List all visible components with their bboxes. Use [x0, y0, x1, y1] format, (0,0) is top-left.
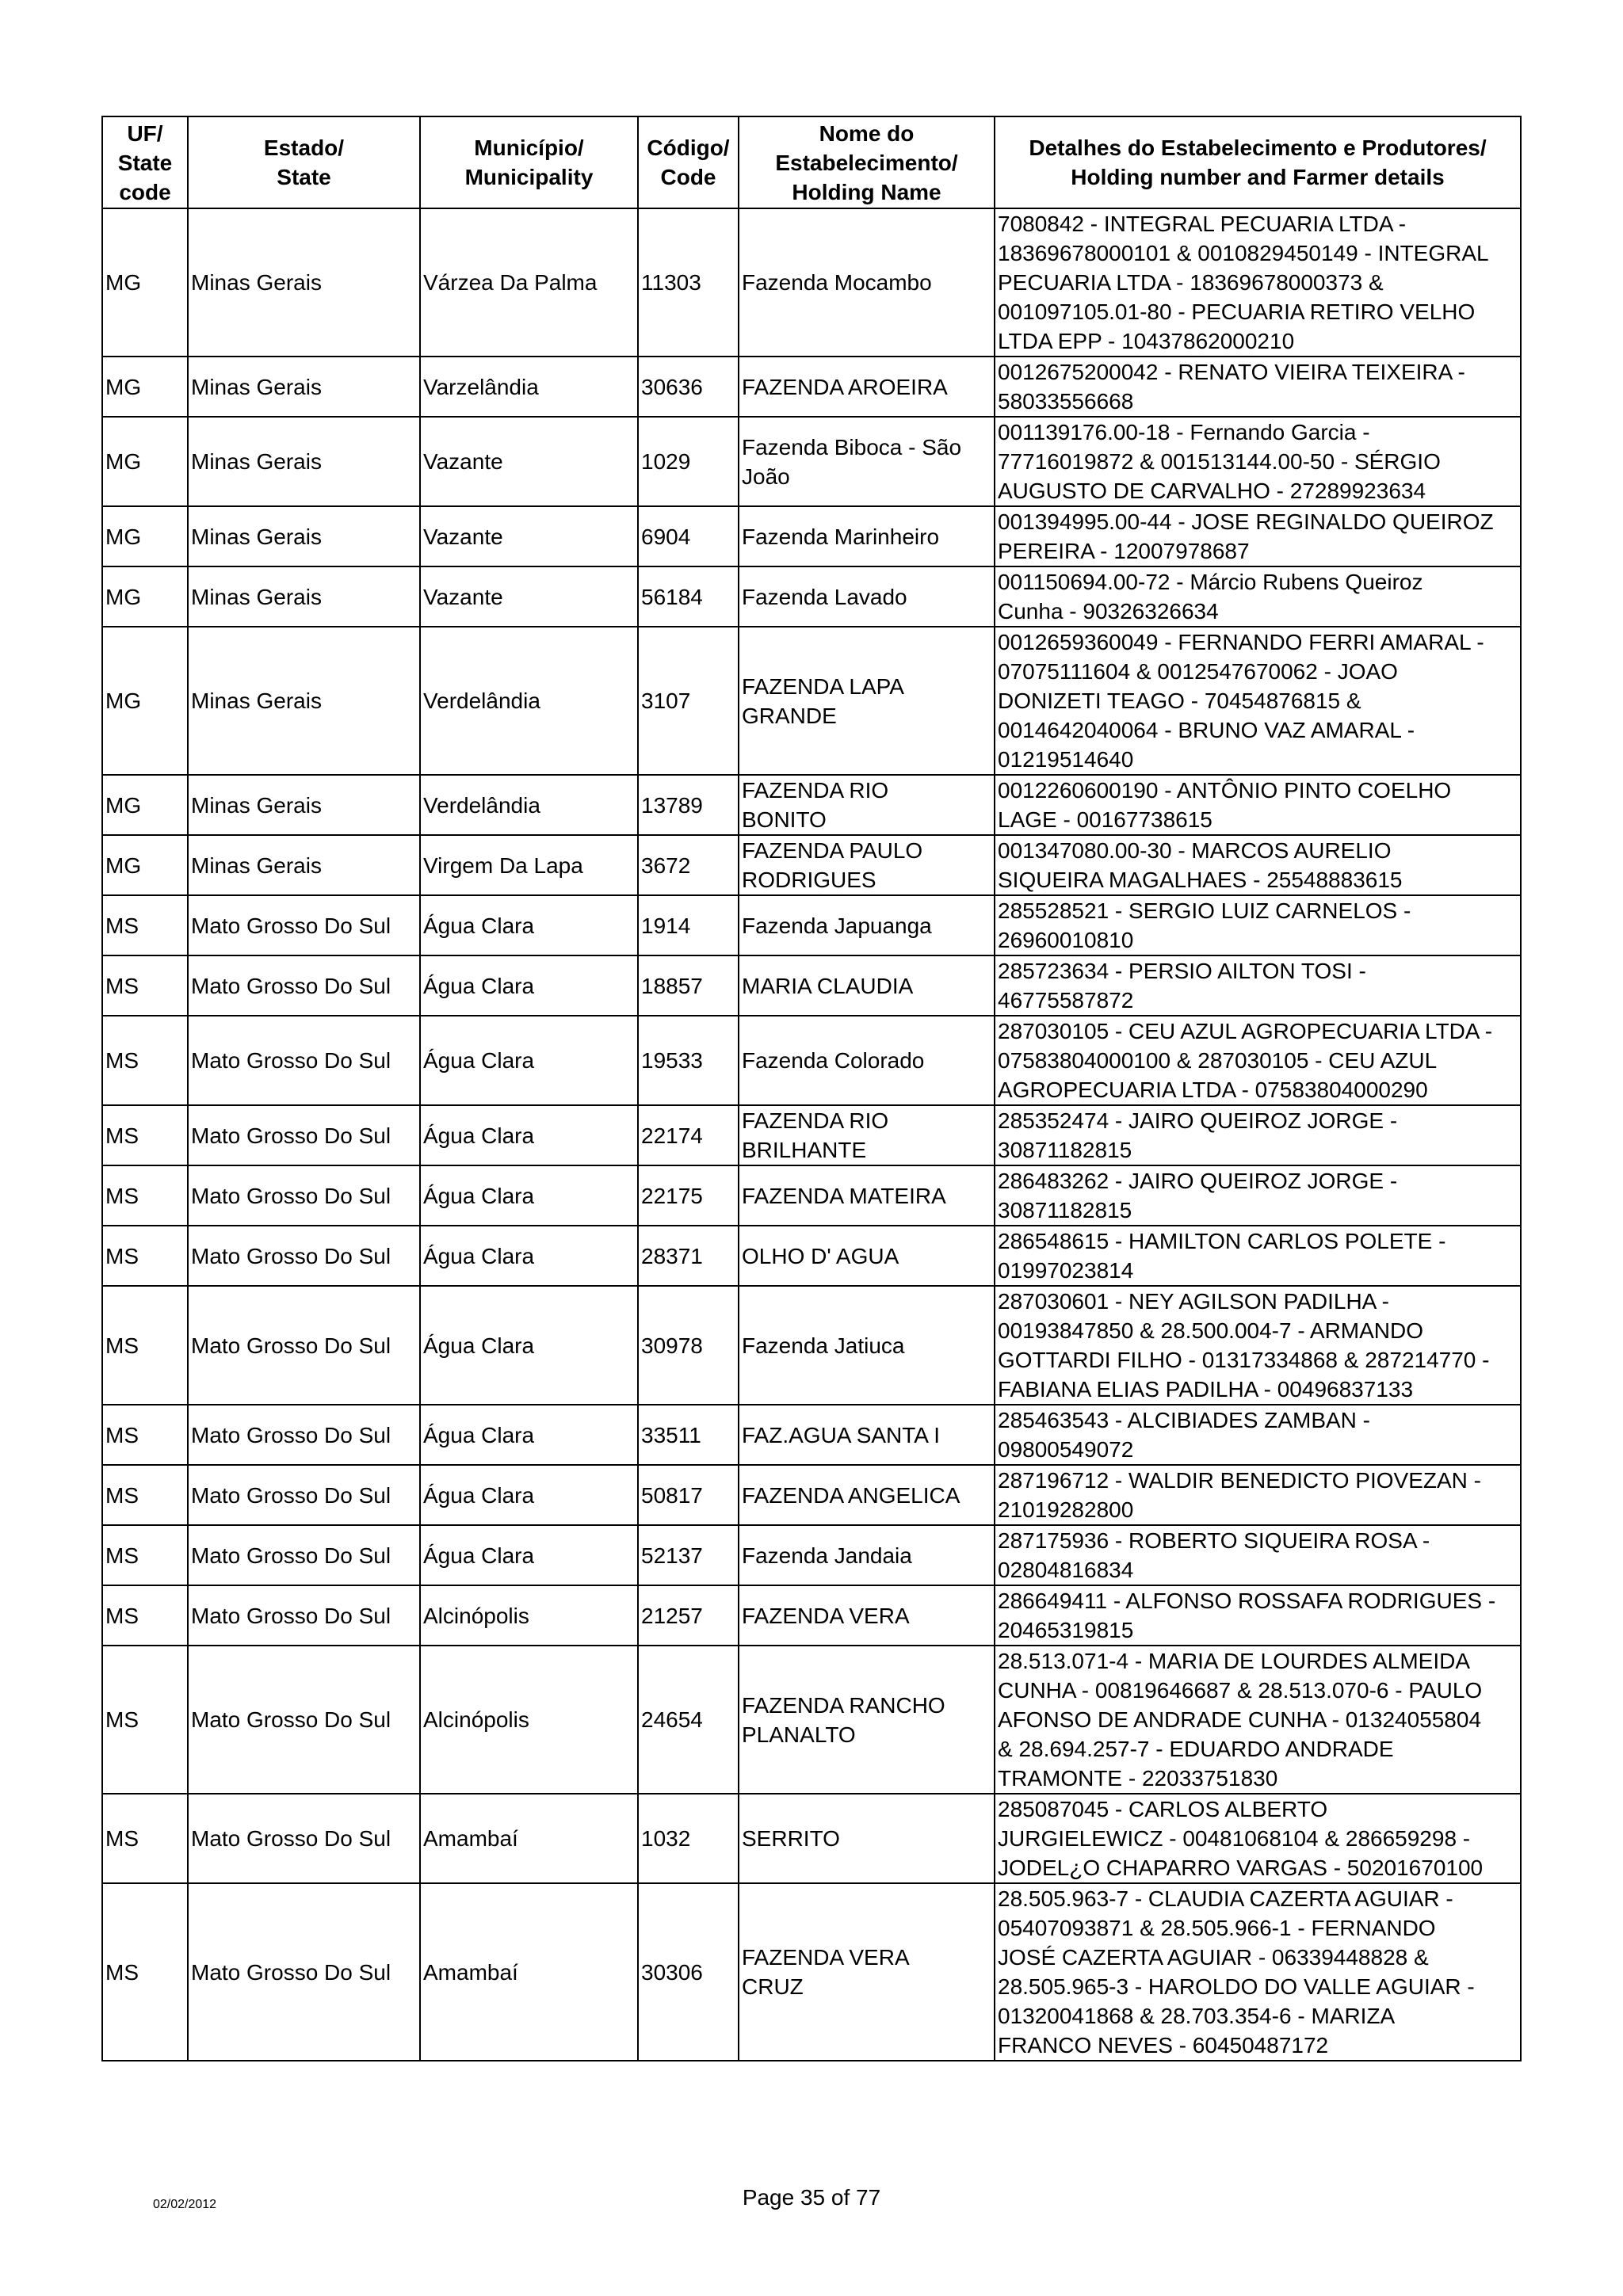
cell-estado: Mato Grosso Do Sul [188, 1226, 420, 1286]
cell-detalhes: 285528521 - SERGIO LUIZ CARNELOS - 26960010810 [995, 895, 1521, 955]
table-row [102, 1646, 1521, 1794]
table-row [102, 1465, 1521, 1525]
table-row [102, 506, 1521, 566]
cell-detalhes: 285723634 - PERSIO AILTON TOSI - 46775587872 [995, 955, 1521, 1016]
table-row [102, 1525, 1521, 1585]
cell-codigo: 1914 [638, 895, 739, 955]
cell-uf: MS [102, 1525, 188, 1585]
cell-estado: Minas Gerais [188, 566, 420, 627]
cell-estado: Mato Grosso Do Sul [188, 1165, 420, 1226]
cell-municipio: Vazante [420, 566, 638, 627]
cell-municipio: Verdelândia [420, 627, 638, 775]
cell-codigo: 22175 [638, 1165, 739, 1226]
cell-nome: FAZ.AGUA SANTA I [739, 1405, 995, 1465]
table-row [102, 1585, 1521, 1646]
cell-codigo: 3107 [638, 627, 739, 775]
footer-page-number: Page 35 of 77 [742, 2185, 881, 2210]
cell-uf: MG [102, 566, 188, 627]
cell-municipio: Água Clara [420, 1165, 638, 1226]
table-row [102, 1286, 1521, 1405]
cell-codigo: 22174 [638, 1105, 739, 1165]
cell-detalhes: 286483262 - JAIRO QUEIROZ JORGE - 30871182815 [995, 1165, 1521, 1226]
table-row [102, 1883, 1521, 2061]
cell-uf: MS [102, 1226, 188, 1286]
cell-codigo: 19533 [638, 1016, 739, 1105]
cell-uf: MS [102, 1794, 188, 1883]
cell-nome: Fazenda Japuanga [739, 895, 995, 955]
cell-estado: Mato Grosso Do Sul [188, 1883, 420, 2061]
table-row [102, 1016, 1521, 1105]
cell-municipio: Verdelândia [420, 775, 638, 835]
cell-codigo: 33511 [638, 1405, 739, 1465]
cell-estado: Minas Gerais [188, 357, 420, 417]
cell-detalhes: 286649411 - ALFONSO ROSSAFA RODRIGUES - 20465319815 [995, 1585, 1521, 1646]
cell-uf: MS [102, 1105, 188, 1165]
cell-municipio: Água Clara [420, 1016, 638, 1105]
cell-nome: SERRITO [739, 1794, 995, 1883]
header-detalhes: Detalhes do Estabelecimento e Produtores/ Holding number and Farmer details [995, 116, 1521, 208]
cell-municipio: Água Clara [420, 895, 638, 955]
cell-detalhes: 28.505.963-7 - CLAUDIA CAZERTA AGUIAR - 05407093871 & 28.505.966-1 - FERNANDO JOSÉ CAZERTA AGUIAR - 06339448828 & 28.505.965-3 - HAROLDO DO VALLE AGUIAR - 01320041868 & 28.703.354-6 - MARIZA FRANCO NEVES - 60450487172 [995, 1883, 1521, 2061]
cell-codigo: 52137 [638, 1525, 739, 1585]
cell-detalhes: 7080842 - INTEGRAL PECUARIA LTDA - 18369678000101 & 0010829450149 - INTEGRAL PECUARIA LTDA - 18369678000373 & 001097105.01-80 - PECUARIA RETIRO VELHO LTDA EPP - 10437862000210 [995, 208, 1521, 357]
cell-nome: FAZENDA ANGELICA [739, 1465, 995, 1525]
cell-uf: MS [102, 1405, 188, 1465]
cell-nome: Fazenda Jandaia [739, 1525, 995, 1585]
table-row [102, 417, 1521, 506]
cell-detalhes: 0012659360049 - FERNANDO FERRI AMARAL - 07075111604 & 0012547670062 - JOAO DONIZETI TEAGO - 70454876815 & 0014642040064 - BRUNO VAZ AMARAL - 01219514640 [995, 627, 1521, 775]
table-row [102, 1405, 1521, 1465]
cell-detalhes: 001150694.00-72 - Márcio Rubens Queiroz Cunha - 90326326634 [995, 566, 1521, 627]
cell-codigo: 30978 [638, 1286, 739, 1405]
cell-uf: MS [102, 1016, 188, 1105]
cell-detalhes: 001394995.00-44 - JOSE REGINALDO QUEIROZ PEREIRA - 12007978687 [995, 506, 1521, 566]
cell-municipio: Virgem Da Lapa [420, 835, 638, 895]
cell-estado: Mato Grosso Do Sul [188, 1465, 420, 1525]
cell-uf: MS [102, 895, 188, 955]
cell-nome: Fazenda Lavado [739, 566, 995, 627]
cell-nome: Fazenda Marinheiro [739, 506, 995, 566]
cell-uf: MG [102, 627, 188, 775]
cell-nome: MARIA CLAUDIA [739, 955, 995, 1016]
header-uf: UF/ State code [102, 116, 188, 208]
cell-uf: MS [102, 1646, 188, 1794]
cell-uf: MG [102, 208, 188, 357]
cell-detalhes: 001139176.00-18 - Fernando Garcia - 77716019872 & 001513144.00-50 - SÉRGIO AUGUSTO DE CARVALHO - 27289923634 [995, 417, 1521, 506]
table-row [102, 208, 1521, 357]
cell-detalhes: 285352474 - JAIRO QUEIROZ JORGE - 30871182815 [995, 1105, 1521, 1165]
cell-uf: MS [102, 1585, 188, 1646]
cell-uf: MG [102, 357, 188, 417]
cell-codigo: 6904 [638, 506, 739, 566]
table-row [102, 835, 1521, 895]
table-row [102, 357, 1521, 417]
cell-municipio: Alcinópolis [420, 1646, 638, 1794]
header-nome: Nome do Estabelecimento/ Holding Name [739, 116, 995, 208]
cell-estado: Minas Gerais [188, 775, 420, 835]
cell-estado: Mato Grosso Do Sul [188, 1525, 420, 1585]
table-row [102, 1165, 1521, 1226]
cell-uf: MG [102, 417, 188, 506]
cell-nome: FAZENDA RIO BONITO [739, 775, 995, 835]
cell-nome: FAZENDA PAULO RODRIGUES [739, 835, 995, 895]
cell-detalhes: 287196712 - WALDIR BENEDICTO PIOVEZAN - 21019282800 [995, 1465, 1521, 1525]
cell-municipio: Várzea Da Palma [420, 208, 638, 357]
cell-nome: Fazenda Biboca - São João [739, 417, 995, 506]
table-row [102, 1226, 1521, 1286]
cell-detalhes: 286548615 - HAMILTON CARLOS POLETE - 01997023814 [995, 1226, 1521, 1286]
cell-estado: Mato Grosso Do Sul [188, 1405, 420, 1465]
cell-municipio: Amambaí [420, 1794, 638, 1883]
cell-estado: Minas Gerais [188, 506, 420, 566]
cell-codigo: 3672 [638, 835, 739, 895]
cell-estado: Minas Gerais [188, 835, 420, 895]
table-row [102, 1794, 1521, 1883]
header-codigo: Código/ Code [638, 116, 739, 208]
cell-estado: Minas Gerais [188, 417, 420, 506]
cell-estado: Mato Grosso Do Sul [188, 1646, 420, 1794]
cell-uf: MG [102, 506, 188, 566]
cell-municipio: Vazante [420, 506, 638, 566]
cell-detalhes: 287030601 - NEY AGILSON PADILHA - 00193847850 & 28.500.004-7 - ARMANDO GOTTARDI FILHO - 01317334868 & 287214770 - FABIANA ELIAS PADILHA - 00496837133 [995, 1286, 1521, 1405]
cell-municipio: Água Clara [420, 1405, 638, 1465]
cell-detalhes: 287175936 - ROBERTO SIQUEIRA ROSA - 02804816834 [995, 1525, 1521, 1585]
cell-municipio: Água Clara [420, 1105, 638, 1165]
table-row [102, 627, 1521, 775]
cell-detalhes: 0012675200042 - RENATO VIEIRA TEIXEIRA - 58033556668 [995, 357, 1521, 417]
cell-nome: FAZENDA AROEIRA [739, 357, 995, 417]
table-row [102, 955, 1521, 1016]
cell-municipio: Água Clara [420, 1465, 638, 1525]
cell-uf: MS [102, 1286, 188, 1405]
cell-nome: FAZENDA RIO BRILHANTE [739, 1105, 995, 1165]
cell-detalhes: 001347080.00-30 - MARCOS AURELIO SIQUEIRA MAGALHAES - 25548883615 [995, 835, 1521, 895]
cell-estado: Mato Grosso Do Sul [188, 1286, 420, 1405]
cell-codigo: 28371 [638, 1226, 739, 1286]
header-municipio: Município/ Municipality [420, 116, 638, 208]
cell-municipio: Água Clara [420, 1525, 638, 1585]
cell-codigo: 13789 [638, 775, 739, 835]
cell-detalhes: 285087045 - CARLOS ALBERTO JURGIELEWICZ - 00481068104 & 286659298 - JODEL¿O CHAPARRO VARGAS - 50201670100 [995, 1794, 1521, 1883]
cell-uf: MG [102, 775, 188, 835]
cell-nome: FAZENDA VERA CRUZ [739, 1883, 995, 2061]
table-row [102, 566, 1521, 627]
cell-codigo: 1032 [638, 1794, 739, 1883]
cell-estado: Minas Gerais [188, 627, 420, 775]
cell-estado: Mato Grosso Do Sul [188, 1585, 420, 1646]
cell-codigo: 11303 [638, 208, 739, 357]
cell-municipio: Água Clara [420, 955, 638, 1016]
cell-nome: OLHO D' AGUA [739, 1226, 995, 1286]
cell-nome: FAZENDA VERA [739, 1585, 995, 1646]
cell-detalhes: 287030105 - CEU AZUL AGROPECUARIA LTDA - 07583804000100 & 287030105 - CEU AZUL AGROPECUARIA LTDA - 07583804000290 [995, 1016, 1521, 1105]
cell-uf: MS [102, 1883, 188, 2061]
cell-uf: MS [102, 1465, 188, 1525]
cell-uf: MG [102, 835, 188, 895]
cell-detalhes: 28.513.071-4 - MARIA DE LOURDES ALMEIDA CUNHA - 00819646687 & 28.513.070-6 - PAULO AFONSO DE ANDRADE CUNHA - 01324055804 & 28.694.257-7 - EDUARDO ANDRADE TRAMONTE - 22033751830 [995, 1646, 1521, 1794]
cell-municipio: Varzelândia [420, 357, 638, 417]
cell-codigo: 24654 [638, 1646, 739, 1794]
cell-codigo: 56184 [638, 566, 739, 627]
footer-date: 02/02/2012 [153, 2198, 217, 2211]
cell-estado: Mato Grosso Do Sul [188, 1016, 420, 1105]
cell-nome: Fazenda Jatiuca [739, 1286, 995, 1405]
cell-uf: MS [102, 955, 188, 1016]
cell-codigo: 50817 [638, 1465, 739, 1525]
cell-estado: Mato Grosso Do Sul [188, 955, 420, 1016]
cell-codigo: 30306 [638, 1883, 739, 2061]
cell-municipio: Amambaí [420, 1883, 638, 2061]
cell-nome: FAZENDA RANCHO PLANALTO [739, 1646, 995, 1794]
cell-estado: Mato Grosso Do Sul [188, 895, 420, 955]
cell-municipio: Água Clara [420, 1286, 638, 1405]
table-header-row [102, 116, 1521, 208]
table-row [102, 895, 1521, 955]
cell-nome: Fazenda Colorado [739, 1016, 995, 1105]
table-row [102, 1105, 1521, 1165]
cell-detalhes: 285463543 - ALCIBIADES ZAMBAN - 09800549072 [995, 1405, 1521, 1465]
cell-nome: Fazenda Mocambo [739, 208, 995, 357]
cell-estado: Mato Grosso Do Sul [188, 1105, 420, 1165]
cell-estado: Minas Gerais [188, 208, 420, 357]
cell-codigo: 18857 [638, 955, 739, 1016]
cell-municipio: Vazante [420, 417, 638, 506]
table-row [102, 775, 1521, 835]
table-body [102, 208, 1521, 2061]
cell-detalhes: 0012260600190 - ANTÔNIO PINTO COELHO LAGE - 00167738615 [995, 775, 1521, 835]
cell-estado: Mato Grosso Do Sul [188, 1794, 420, 1883]
cell-nome: FAZENDA MATEIRA [739, 1165, 995, 1226]
cell-codigo: 30636 [638, 357, 739, 417]
cell-codigo: 1029 [638, 417, 739, 506]
cell-municipio: Água Clara [420, 1226, 638, 1286]
cell-nome: FAZENDA LAPA GRANDE [739, 627, 995, 775]
cell-codigo: 21257 [638, 1585, 739, 1646]
holdings-table [101, 116, 1522, 2061]
cell-uf: MS [102, 1165, 188, 1226]
cell-municipio: Alcinópolis [420, 1585, 638, 1646]
header-estado: Estado/ State [188, 116, 420, 208]
